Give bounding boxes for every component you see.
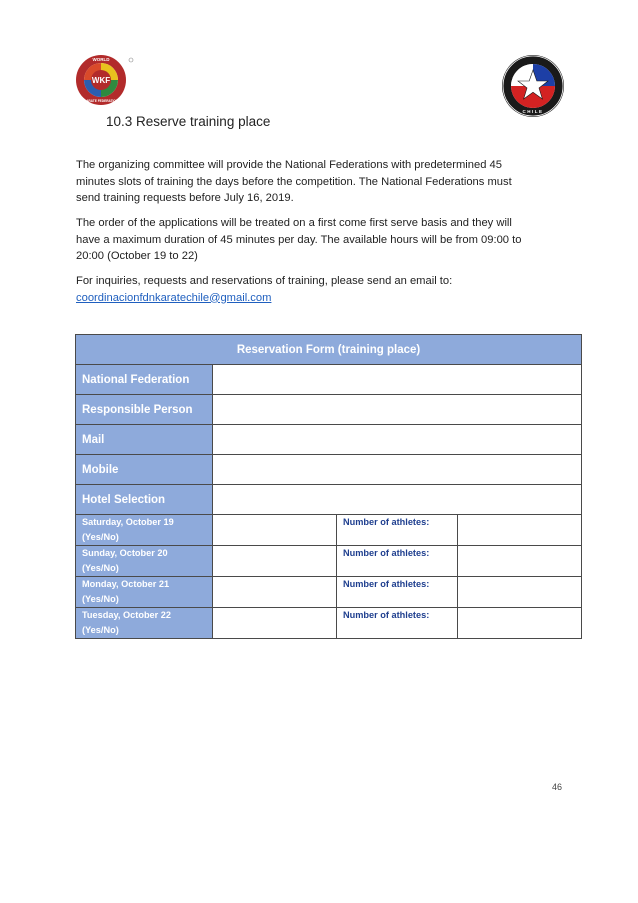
day-label-line: (Yes/No) — [82, 532, 119, 542]
athletes-label: Number of athletes: — [337, 515, 458, 546]
day-label-line: (Yes/No) — [82, 594, 119, 604]
wkf-logo-top-text: WORLD — [92, 57, 110, 62]
mail-input-cell[interactable] — [213, 425, 582, 455]
paragraph-training-slots — [76, 157, 546, 207]
paragraph-line: 20:00 (October 19 to 22) — [76, 250, 198, 262]
paragraph-line: The organizing committee will provide the National Federations with predetermined 45 — [76, 159, 502, 171]
day-label-line: Sunday, October 20 — [82, 548, 168, 558]
day-label-line: Saturday, October 19 — [82, 517, 174, 527]
day-label-line: (Yes/No) — [82, 625, 119, 635]
form-row-national-federation — [76, 365, 582, 395]
sunday-yes-no-cell[interactable] — [213, 546, 337, 577]
reservation-form-table — [75, 334, 582, 639]
monday-yes-no-cell[interactable] — [213, 577, 337, 608]
mobile-input-cell[interactable] — [213, 455, 582, 485]
day-label-monday — [76, 577, 213, 608]
hotel-selection-input-cell[interactable] — [213, 485, 582, 515]
form-row-responsible-person — [76, 395, 582, 425]
paragraph-inquiries — [76, 273, 546, 306]
monday-athletes-cell[interactable] — [458, 577, 582, 608]
paragraph-line: have a maximum duration of 45 minutes per day. The available hours will be from 09:00 to — [76, 233, 522, 246]
section-title: 10.3 Reserve training place — [106, 114, 271, 129]
form-row-hotel-selection — [76, 485, 582, 515]
form-title: Reservation Form (training place) — [76, 335, 582, 365]
form-row-day-tuesday — [76, 608, 582, 639]
saturday-athletes-cell[interactable] — [458, 515, 582, 546]
paragraph-line: minutes slots of training the days before the competition. The National Federations must — [76, 175, 512, 188]
saturday-yes-no-cell[interactable] — [213, 515, 337, 546]
athletes-label: Number of athletes: — [337, 577, 458, 608]
field-label-mobile: Mobile — [76, 455, 213, 485]
tuesday-athletes-cell[interactable] — [458, 608, 582, 639]
form-row-day-sunday — [76, 546, 582, 577]
wkf-logo-bottom-text: KARATE FEDERATION — [83, 99, 119, 103]
responsible-person-input-cell[interactable] — [213, 395, 582, 425]
form-row-mobile — [76, 455, 582, 485]
paragraph-line: For inquiries, requests and reservations of training, please send an email to: — [76, 275, 453, 287]
wkf-logo — [75, 50, 145, 110]
paragraph-line: send training requests before July 16, 2019. — [76, 192, 294, 204]
day-label-line: Tuesday, October 22 — [82, 610, 172, 620]
wkf-logo-main-text: WKF — [91, 76, 111, 85]
national-federation-input-cell[interactable] — [213, 365, 582, 395]
paragraph-application-order — [76, 215, 546, 265]
form-row-day-monday — [76, 577, 582, 608]
day-label-line: Monday, October 21 — [82, 579, 170, 589]
athletes-label: Number of athletes: — [337, 546, 458, 577]
chile-federation-logo — [500, 53, 566, 119]
field-label-responsible-person: Responsible Person — [76, 395, 213, 425]
day-label-line: (Yes/No) — [82, 563, 119, 573]
athletes-label: Number of athletes: — [337, 608, 458, 639]
page-number: 46 — [552, 782, 563, 792]
form-row-day-saturday — [76, 515, 582, 546]
field-label-hotel-selection: Hotel Selection — [76, 485, 213, 515]
form-row-mail — [76, 425, 582, 455]
day-label-tuesday — [76, 608, 213, 639]
sunday-athletes-cell[interactable] — [458, 546, 582, 577]
tuesday-yes-no-cell[interactable] — [213, 608, 337, 639]
paragraph-line: The order of the applications will be treated on a first come first serve basis and they will — [76, 217, 512, 229]
chile-logo-ring-text: CHILE — [522, 109, 544, 114]
field-label-mail: Mail — [76, 425, 213, 455]
day-label-saturday — [76, 515, 213, 546]
field-label-national-federation: National Federation — [76, 365, 213, 395]
day-label-sunday — [76, 546, 213, 577]
email-link[interactable]: coordinacionfdnkaratechile@gmail.com — [76, 291, 272, 304]
